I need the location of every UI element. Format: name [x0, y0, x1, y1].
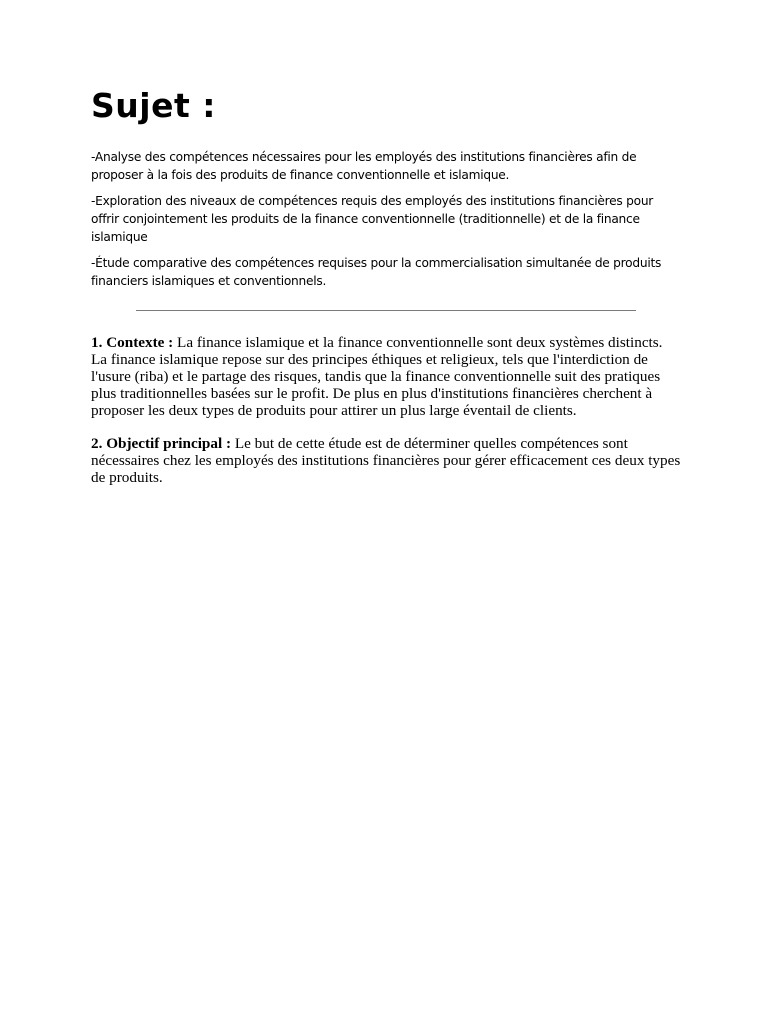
- horizontal-divider: [136, 310, 636, 311]
- document-title: Sujet :: [91, 86, 216, 125]
- section-text: La finance islamique et la finance conventionnelle sont deux systèmes distincts. La finance islamique repose sur des principes éthiques et religieux, tels que l'interdiction de l'usure (riba) et le partage des risques, tandis que la finance conventionnelle suit des pratiques plus traditionnelles basées sur le profit. De plus en plus d'institutions financières cherchent à proposer les deux types de produits pour attirer un plus large éventail de clients.: [91, 334, 663, 419]
- section-label: 1. Contexte :: [91, 334, 174, 351]
- section-objective: [91, 435, 681, 486]
- document-page: [91, 86, 681, 486]
- topic-item: -Analyse des compétences nécessaires pour les employés des institutions financières afin de proposer à la fois des produits de finance conventionnelle et islamique.: [91, 150, 637, 182]
- section-label: 2. Objectif principal :: [91, 435, 232, 452]
- section-context: [91, 334, 681, 419]
- topic-item: -Exploration des niveaux de compétences requis des employés des institutions financières pour offrir conjointement les produits de la finance conventionnelle (traditionnelle) et de la finance islamique: [91, 194, 654, 244]
- topic-item: -Étude comparative des compétences requises pour la commercialisation simultanée de produits financiers islamiques et conventionnels.: [91, 256, 662, 288]
- section-text: Le but de cette étude est de déterminer quelles compétences sont nécessaires chez les employés des institutions financières pour gérer efficacement ces deux types de produits.: [91, 435, 681, 486]
